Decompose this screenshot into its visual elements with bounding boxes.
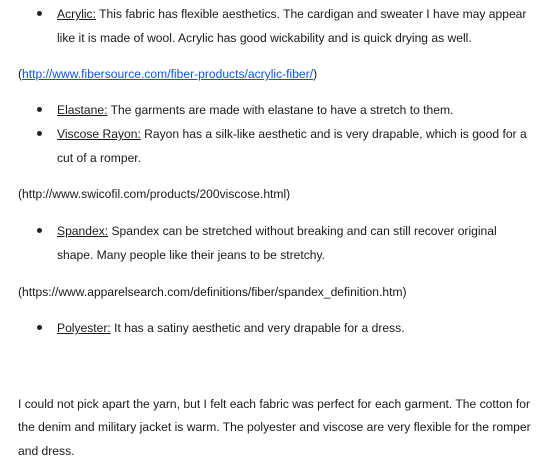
term-polyester: Polyester:: [57, 321, 111, 335]
term-elastane: Elastane:: [57, 103, 108, 117]
bullet-icon: [37, 107, 42, 112]
acrylic-text-line1: This fabric has flexible aesthetics. The cardigan and sweater I have may appear: [95, 7, 527, 21]
spandex-text-line2: shape. Many people like their jeans to be stretchy.: [57, 248, 326, 262]
conclusion-line3: and dress.: [18, 444, 75, 458]
bullet-icon: [37, 325, 42, 330]
list-item-spandex: [57, 223, 497, 239]
bullet-icon: [37, 131, 42, 136]
source-acrylic-close: ): [313, 67, 318, 81]
source-spandex: (https://www.apparelsearch.com/definitions/fiber/spandex_definition.htm): [18, 285, 407, 299]
term-viscose: Viscose Rayon:: [57, 127, 141, 141]
conclusion-line1: I could not pick apart the yarn, but I felt each fabric was perfect for each garment. The cotton for: [18, 397, 531, 411]
list-item-elastane: [57, 102, 453, 118]
spandex-text-line1: Spandex can be stretched without breaking and can still recover original: [108, 224, 497, 238]
elastane-text: The garments are made with elastane to have a stretch to them.: [107, 103, 454, 117]
bullet-icon: [37, 228, 42, 233]
source-acrylic-link[interactable]: http://www.fibersource.com/fiber-products/acrylic-fiber/: [22, 67, 314, 81]
list-item-viscose: [57, 126, 527, 142]
term-spandex: Spandex:: [57, 224, 109, 238]
source-acrylic-open: (: [18, 67, 23, 81]
viscose-text-line1: Rayon has a silk-like aesthetic and is very drapable, which is good for a: [140, 127, 527, 141]
source-viscose: (http://www.swicofil.com/products/200viscose.html): [18, 187, 291, 201]
acrylic-text-line2: like it is made of wool. Acrylic has good wickability and is quick drying as well.: [57, 31, 472, 45]
term-acrylic: Acrylic:: [57, 7, 96, 21]
list-item-acrylic: [57, 6, 526, 22]
source-acrylic: [18, 66, 317, 82]
viscose-text-line2: cut of a romper.: [57, 151, 142, 165]
conclusion-line2: the denim and military jacket is warm. The polyester and viscose are very flexible for the romper: [18, 420, 531, 434]
polyester-text: It has a satiny aesthetic and very drapable for a dress.: [110, 321, 405, 335]
bullet-icon: [37, 11, 42, 16]
list-item-polyester: [57, 320, 405, 336]
